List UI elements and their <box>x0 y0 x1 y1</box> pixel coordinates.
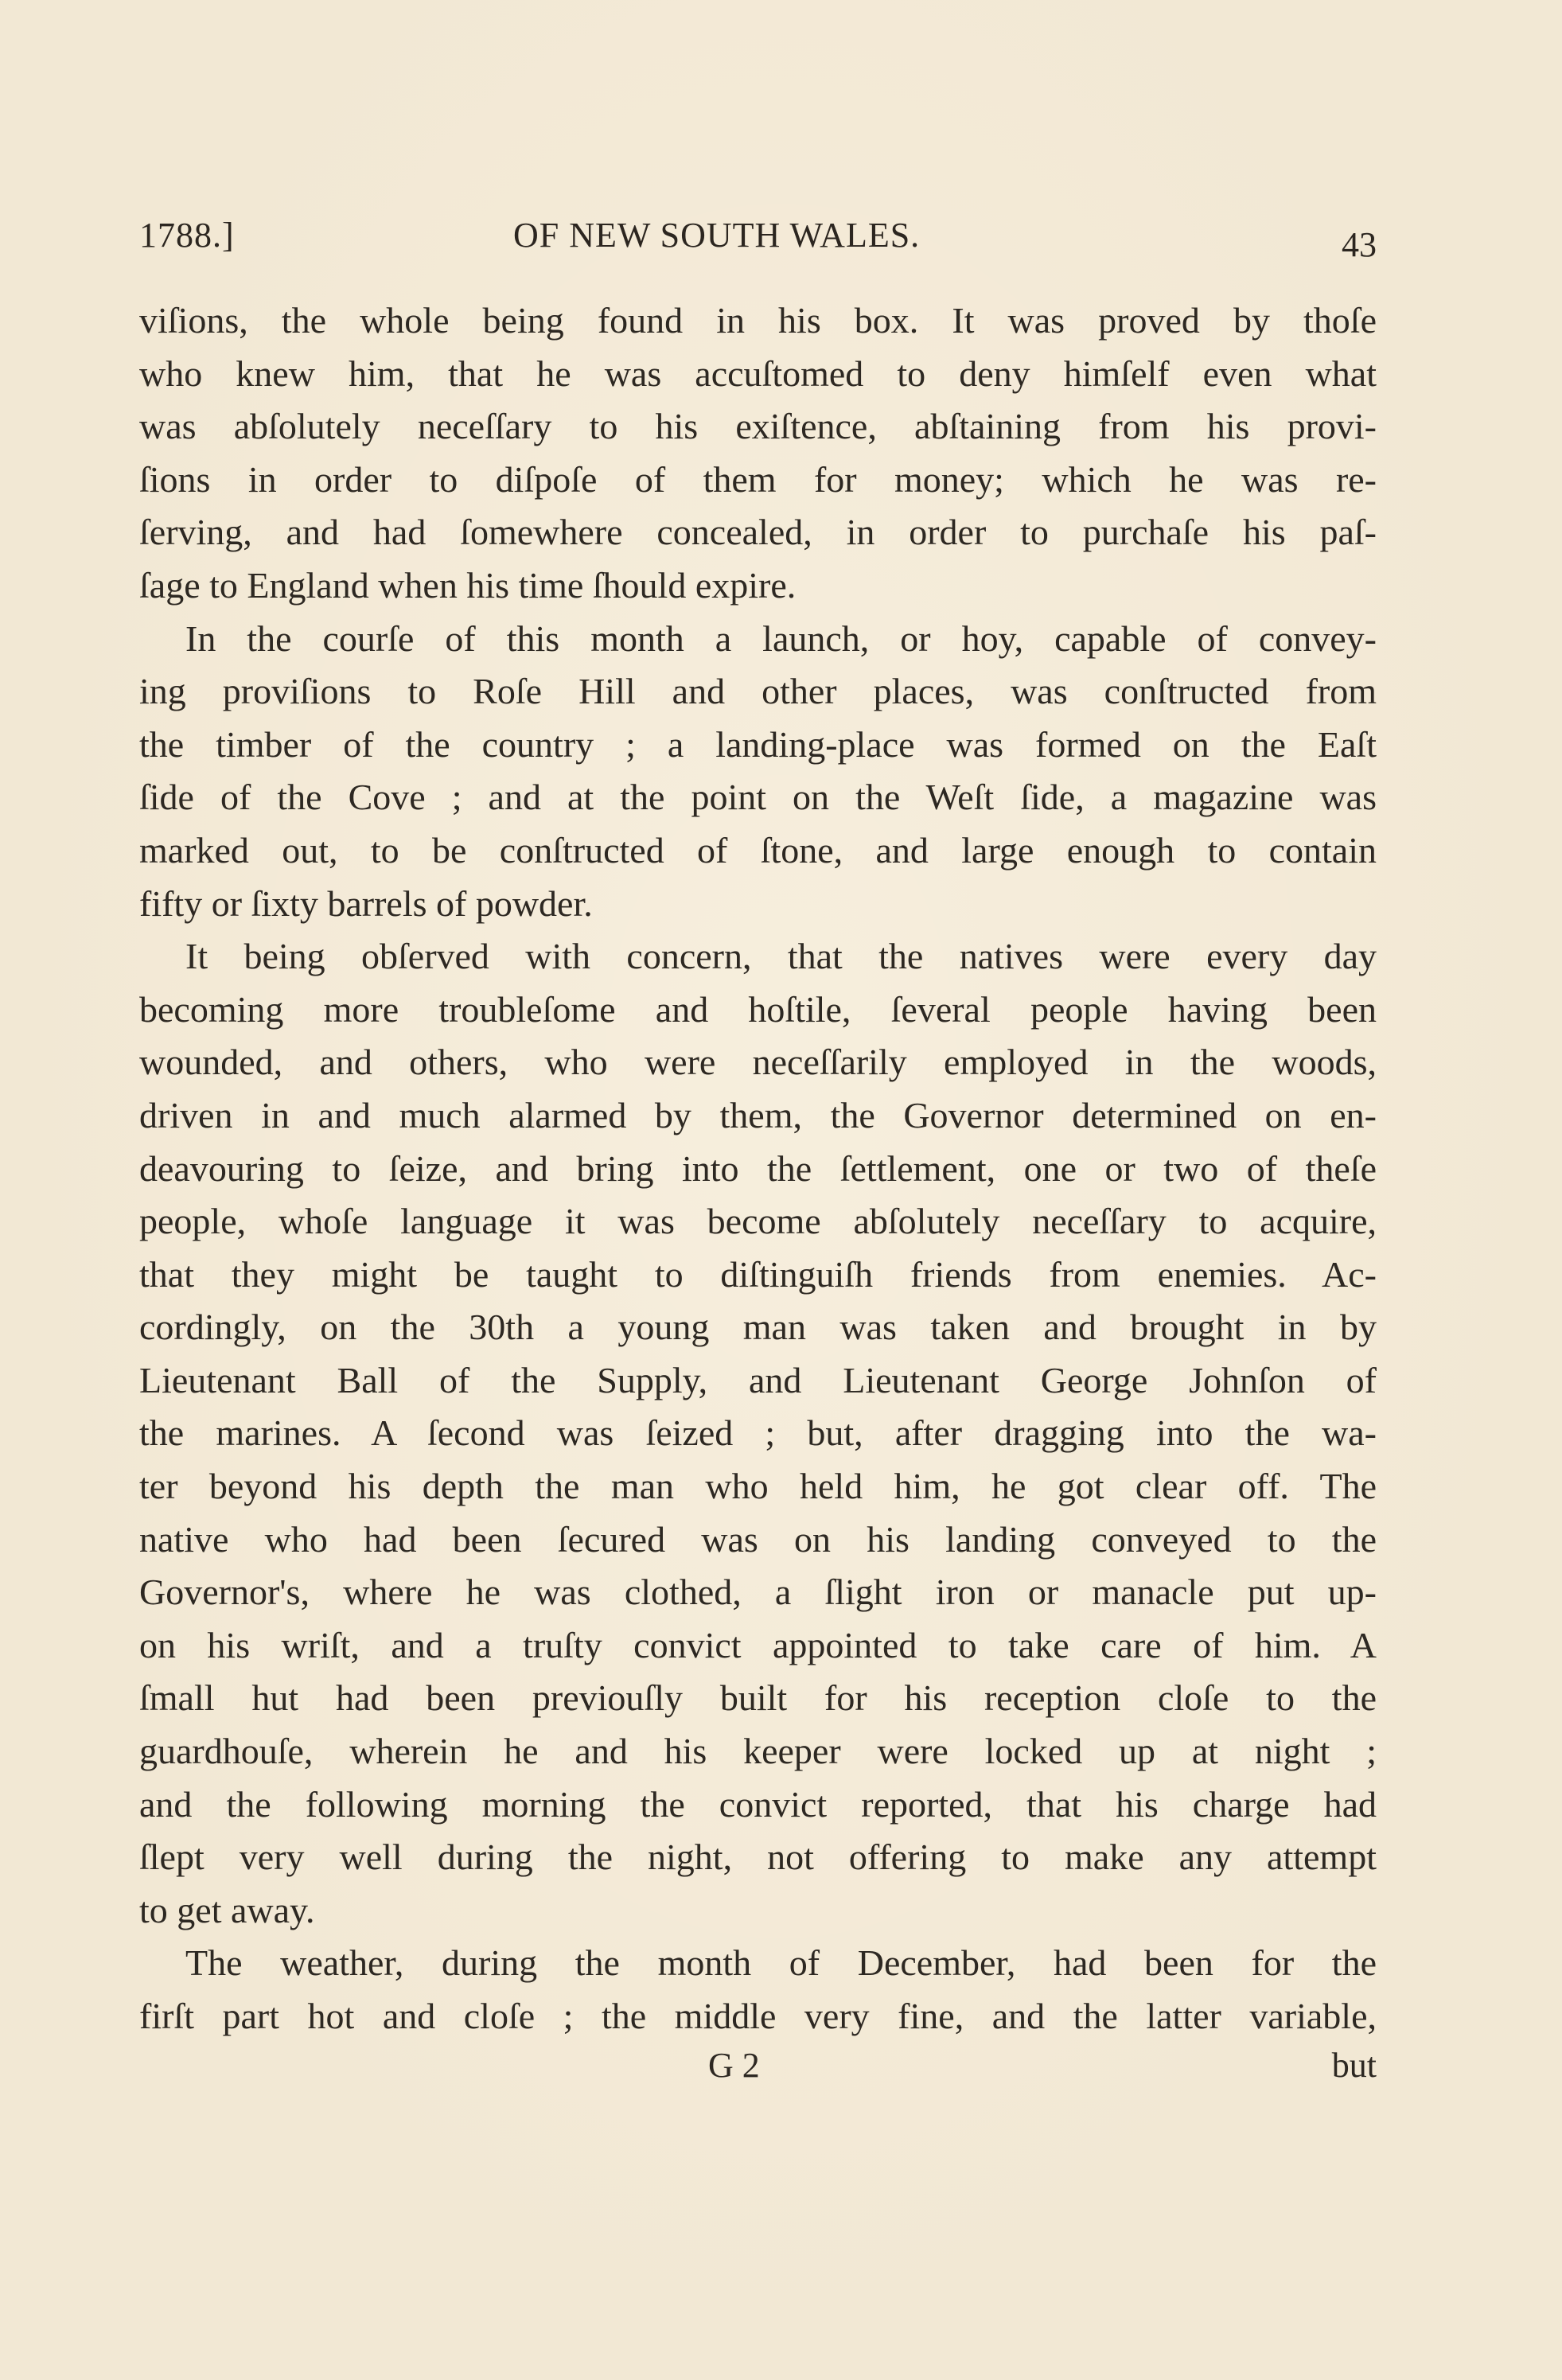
text-line: to get away. <box>139 1889 315 1930</box>
page-footer <box>139 2045 1377 2101</box>
text-line: ſmall hut had been previouſly built for his reception cloſe to the <box>139 1677 1377 1719</box>
text-line: ſage to England when his time ſhould expire. <box>139 564 797 606</box>
text-line: ſlept very well during the night, not offering to make any attempt <box>139 1837 1377 1878</box>
text-line: driven in and much alarmed by them, the Governor determined on en- <box>139 1094 1377 1135</box>
text-line: ſions in order to diſpoſe of them for money; which he was re- <box>139 458 1377 500</box>
text-line: on his wriſt, and a truſty convict appointed to take care of him. A <box>139 1624 1377 1665</box>
text-line: becoming more troubleſome and hoſtile, ſeveral people having been <box>139 988 1377 1030</box>
text-line: and the following morning the convict reported, that his charge had <box>139 1783 1377 1825</box>
text-line: native who had been ſecured was on his landing conveyed to the <box>139 1518 1377 1560</box>
text-line: The weather, during the month of December, had been for the <box>185 1942 1377 1984</box>
text-line: the marines. A ſecond was ſeized ; but, after dragging into the wa- <box>139 1412 1377 1454</box>
text-line: people, whoſe language it was become abſolutely neceſſary to acquire, <box>139 1201 1377 1242</box>
text-line: marked out, to be conſtructed of ſtone, and large enough to contain <box>139 829 1377 871</box>
text-line: Lieutenant Ball of the Supply, and Lieutenant George Johnſon of <box>139 1359 1377 1400</box>
text-line: viſions, the whole being found in his box. It was proved by thoſe <box>139 300 1377 341</box>
text-line: In the courſe of this month a launch, or hoy, capable of convey- <box>185 617 1377 659</box>
text-line: firſt part hot and cloſe ; the middle very fine, and the latter variable, <box>139 1996 1377 2036</box>
text-line: guardhouſe, wherein he and his keeper were locked up at night ; <box>139 1731 1377 1772</box>
text-line: ing proviſions to Roſe Hill and other places, was conſtructed from <box>139 671 1377 712</box>
text-line: was abſolutely neceſſary to his exiſtence, abſtaining from his provi- <box>139 406 1377 447</box>
text-line: wounded, and others, who were neceſſarily employed in the woods, <box>139 1042 1377 1083</box>
text-line: the timber of the country ; a landing-place was formed on the Eaſt <box>139 723 1377 765</box>
text-line: ter beyond his depth the man who held him, he got clear off. The <box>139 1466 1377 1507</box>
page-number: 43 <box>1342 225 1377 264</box>
text-line: ſide of the Cove ; and at the point on the Weſt ſide, a magazine was <box>139 777 1377 818</box>
header-title: OF NEW SOUTH WALES. <box>513 216 921 255</box>
text-line: ſerving, and had ſomewhere concealed, in order to purchaſe his paſ- <box>139 512 1377 553</box>
signature-mark: G 2 <box>708 2046 760 2085</box>
text-line: cordingly, on the 30th a young man was taken and brought in by <box>139 1307 1377 1348</box>
body-text <box>139 294 1377 2043</box>
text-line: fifty or ſixty barrels of powder. <box>139 882 593 924</box>
text-line: It being obſerved with concern, that the natives were every day <box>185 936 1377 977</box>
text-line: who knew him, that he was accuſtomed to deny himſelf even what <box>139 353 1377 394</box>
header-year: 1788.] <box>139 216 235 255</box>
text-line: deavouring to ſeize, and bring into the ſettlement, one or two of theſe <box>139 1147 1377 1189</box>
text-line: Governor's, where he was clothed, a ſlight iron or manacle put up- <box>139 1572 1377 1613</box>
text-line: that they might be taught to diſtinguiſh friends from enemies. Ac- <box>139 1253 1377 1295</box>
running-header <box>139 208 1377 272</box>
catchword: but <box>1331 2046 1377 2085</box>
